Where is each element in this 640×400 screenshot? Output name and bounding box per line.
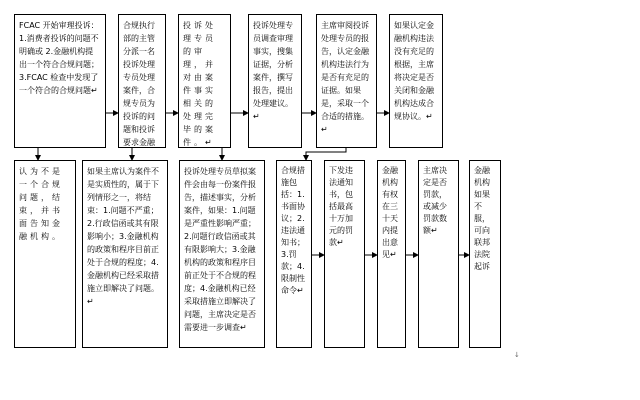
page-mark: ↓: [514, 351, 520, 359]
step-box-bottom-4: 合规措施包括：1.书面协议；2.违法通知书；3.罚款；4.限制性命令↵: [276, 160, 312, 348]
step-box-bottom-8: 金融机构如果不服，可向联邦法院起诉: [469, 160, 501, 348]
step-box-bottom-3: 投诉处理专员草拟案件会由每一份案件报告，描述事实，分析案件，如果：1.问题是严重性影响严重；2.问题行政信函或其有限影响大；3.金融机构的政策和程序目前正处于不合规的程度；4.金融机构已经采取措施立即解决了问题，主席决定是否需要进一步调查↵: [179, 160, 265, 348]
step-box-bottom-2: 如果主席认为案件不是实质性的，属于下列情形之一，将结束：1.问题不严重；2.行政信函或其有限影响小；3.金融机构的政策和程序目前正处于合规的程度；4.金融机构已经采取措施立即解决了问题。↵: [82, 160, 168, 348]
step-box-top-6: 如果认定金融机构违法没有充足的根据，主席将决定是否关闭和金融机构达成合规协议。↵: [389, 14, 443, 148]
step-box-top-2: 合规执行部的主管分派一名投诉处理专员处理案件，合规专员为投诉的问题和投诉要求金融: [118, 14, 166, 148]
step-box-bottom-1: 认为不是一个合规问题，结束，并书面告知金融机构。: [14, 160, 76, 348]
step-box-top-3: 投诉处理专员的审理，并对由案件事实相关的处理完毕的案件。↵: [178, 14, 231, 148]
step-box-top-1: FCAC 开始审理投诉：1.消费者投诉的问题不明确或 2.金融机构提出一个符合合规问题；3.FCAC 检查中发现了一个符合的合规问题↵: [14, 14, 106, 148]
step-box-top-5: 主席审阅投诉处理专员的报告，认定金融机构违法行为是否有充足的证据。如果是，采取一个合适的措施。↵: [316, 14, 377, 148]
step-box-bottom-7: 主席决定是否罚款，或减少罚款数额↵: [418, 160, 459, 348]
step-box-top-4: 投诉处理专员调查审理事实，搜集证据，分析案件，撰写报告，提出处理建议。↵: [248, 14, 302, 148]
step-box-bottom-6: 金融机构有权在三十天内提出意见↵: [377, 160, 406, 348]
arrow-drop-4: [306, 148, 346, 160]
step-box-bottom-5: 下发违法通知书，包括最高十万加元的罚款↵: [324, 160, 365, 348]
